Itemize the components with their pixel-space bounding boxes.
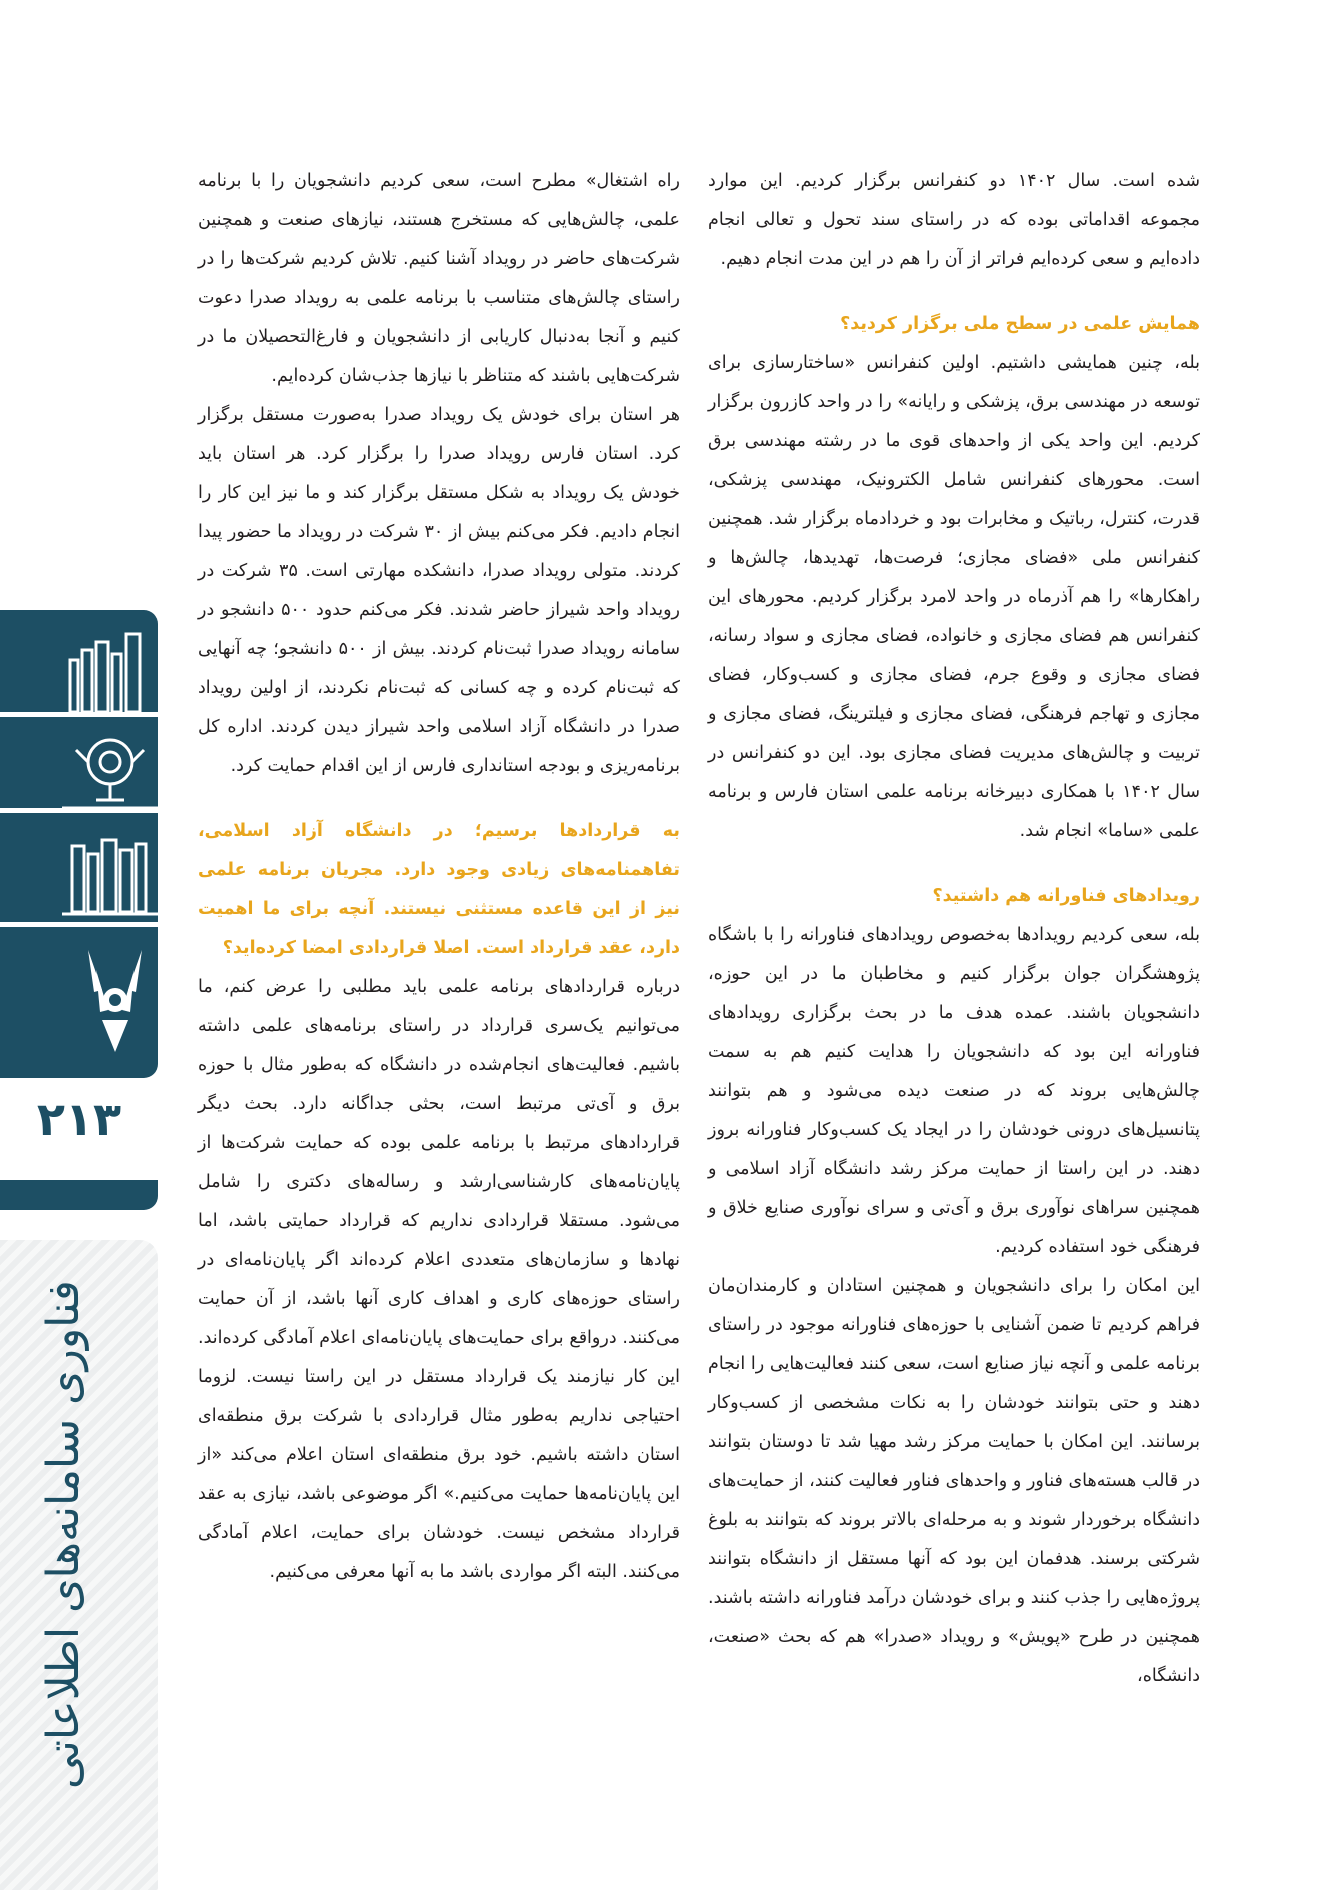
page-tab-bottom bbox=[0, 1180, 158, 1210]
question-heading: به قراردادها برسیم؛ در دانشگاه آزاد اسلامی، تفاهمنامه‌های زیادی وجود دارد. مجریان برنامه علمی نیز از این قاعده مستثنی نیستند. آنچه برای ما اهمیت دارد، عقد قرارداد است. اصلا قراردادی امضا کرده‌اید؟ bbox=[198, 821, 680, 958]
page-number: ۲۱۳ bbox=[36, 1092, 122, 1146]
right-column bbox=[708, 162, 1200, 1696]
divider bbox=[0, 922, 158, 927]
shelf-books-icon bbox=[62, 820, 158, 920]
paragraph: بله، سعی کردیم رویدادها به‌خصوص رویدادهای فناورانه را با باشگاه پژوهشگران جوان برگزار کنیم و مخاطبان ما در این حوزه، دانشجویان باشند. عمده هدف ما در بحث برگزاری رویدادهای فناورانه این بود که دانشجویان را هدایت کنیم هم به سمت چالش‌هایی بروند که در صنعت دیده می‌شود و هم بتوانند پتانسیل‌های درونی خودشان را در ایجاد یک کسب‌وکار فناورانه بروز دهند. در این راستا از حمایت مرکز رشد دانشگاه آزاد اسلامی و همچنین سراهای نوآوری برق و آی‌تی و سرای نوآوری صنایع خلاق و فرهنگی خود استفاده کردیم. bbox=[708, 925, 1200, 1257]
divider bbox=[0, 712, 158, 717]
books-icon bbox=[62, 620, 158, 720]
section-title: فناوری سامانه‌های اطلاعاتی bbox=[38, 1280, 89, 1789]
paragraph: شده است. سال ۱۴۰۲ دو کنفرانس برگزار کردیم. این موارد مجموعه اقداماتی بوده که در راستای سند تحول و تعالی انجام داده‌ایم و سعی کرده‌ایم فراتر از آن را هم در این مدت انجام دهیم. bbox=[708, 171, 1201, 269]
paragraph: این امکان را برای دانشجویان و همچنین استادان و کارمندان‌مان فراهم کردیم تا ضمن آشنایی با حوزه‌های فناورانه موجود در راستای برنامه علمی و آنچه نیاز صنایع است، سعی کنند فعالیت‌هایی را انجام دهند و حتی بتوانند خودشان را به نکات مشخصی از کسب‌وکار برسانند. این امکان با حمایت مرکز رشد مهیا شد تا دوستان بتوانند در قالب هسته‌های فناور و واحدهای فناور فعالیت کنند، از حمایت‌های دانشگاه برخوردار شوند و به مرحله‌ای بالاتر بروند که بتوانند به بلوغ شرکتی برسند. هدفمان این بود که آنها مستقل از دانشگاه بتوانند پروژه‌هایی را جذب کنند و برای خودشان درآمد فناورانه داشته باشند. همچنین در طرح «پویش» و رویداد «صدرا» هم که بحث «صنعت، دانشگاه، bbox=[708, 1276, 1200, 1686]
left-column bbox=[198, 162, 680, 1592]
paragraph: درباره قراردادهای برنامه علمی باید مطلبی را عرض کنم، ما می‌توانیم یک‌سری قرارداد در راستای برنامه‌های علمی داشته باشیم. فعالیت‌های انجام‌شده در دانشگاه که به‌طور مثال با حوزه برق و آی‌تی مرتبط است، بحثی جداگانه دارد. بحث دیگر قراردادهای مرتبط با برنامه علمی بوده که حمایت شرکت‌ها از پایان‌نامه‌های کارشناسی‌ارشد و رساله‌های دکتری را شامل می‌شود. مستقلا قراردادی نداریم که قرارداد حمایتی باشد، اما نهادها و سازمان‌های متعددی اعلام کرده‌اند اگر پایان‌نامه‌ای در راستای حوزه‌های کاری و اهداف کاری آنها باشد، از آن حمایت می‌کنند. درواقع برای حمایت‌های پایان‌نامه‌ای اعلام آمادگی کرده‌اند. این کار نیازمند یک قرارداد مستقل در این راستا نیست. لزوما احتیاجی نداریم به‌طور مثال قراردادی با شرکت برق منطقه‌ای استان داشته باشیم. خود برق منطقه‌ای استان اعلام می‌کند «از این پایان‌نامه‌ها حمایت می‌کنیم.» اگر موضوعی باشد، نیازی به عقد قرارداد مشخص نیست. خودشان برای حمایت، اعلام آمادگی می‌کنند. البته اگر مواردی باشد ما به آنها معرفی می‌کنیم. bbox=[198, 977, 680, 1582]
paragraph: بله، چنین همایشی داشتیم. اولین کنفرانس «ساختارسازی برای توسعه در مهندسی برق، پزشکی و رایانه» را در واحد کازرون برگزار کردیم. این واحد یکی از واحدهای قوی ما در رشته مهندسی برق است. محورهای کنفرانس شامل الکترونیک، مهندسی پزشکی، قدرت، کنترل، رباتیک و مخابرات بود و خردادماه برگزار شد. همچنین کنفرانس ملی «فضای مجازی؛ فرصت‌ها، تهدیدها، چالش‌ها و راهکارها» را هم آذرماه در واحد لامرد برگزار کردیم. محورهای این کنفرانس هم فضای مجازی و خانواده، فضای مجازی و سواد رسانه، فضای مجازی و وقوع جرم، فضای مجازی و کسب‌وکار، فضای مجازی و تهاجم فرهنگی، فضای مجازی و فیلترینگ، فضای مجازی و تربیت و چالش‌های مدیریت فضای مجازی بود. این دو کنفرانس در سال ۱۴۰۲ با همکاری دبیرخانه برنامه علمی استان فارس و برنامه علمی «ساما» انجام شد. bbox=[708, 353, 1200, 841]
university-logo-icon bbox=[80, 940, 150, 1060]
divider bbox=[0, 808, 158, 813]
paragraph: هر استان برای خودش یک رویداد صدرا به‌صورت مستقل برگزار کرد. استان فارس رویداد صدرا را برگزار کرد. هر استان باید خودش یک رویداد به شکل مستقل برگزار کند و ما نیز این کار را انجام دادیم. فکر می‌کنم بیش از ۳۰ شرکت در رویداد ما حضور پیدا کردند. متولی رویداد صدرا، دانشکده مهارتی است. ۳۵ شرکت در رویداد واحد شیراز حاضر شدند. فکر می‌کنم حدود ۵۰۰ دانشجو در سامانه رویداد صدرا ثبت‌نام کردند. بیش از ۵۰۰ دانشجو؛ چه آنهایی که ثبت‌نام کرده و چه کسانی که ثبت‌نام نکردند، از اولین رویداد صدرا در دانشگاه آزاد اسلامی واحد شیراز دیدن کردند. اداره کل برنامه‌ریزی و بودجه استانداری فارس از این اقدام حمایت کرد. bbox=[198, 405, 680, 776]
question-heading: رویدادهای فناورانه هم داشتید؟ bbox=[932, 886, 1200, 906]
lightbulb-gear-icon bbox=[62, 720, 158, 812]
question-heading: همایش علمی در سطح ملی برگزار کردید؟ bbox=[840, 314, 1200, 334]
paragraph: راه اشتغال» مطرح است، سعی کردیم دانشجویان را با برنامه علمی، چالش‌هایی که مستخرج هستند، نیازهای صنعت و همچنین شرکت‌های حاضر در رویداد آشنا کنیم. تلاش کردیم شرکت‌ها را در راستای چالش‌های متناسب با برنامه علمی به رویداد صدرا دعوت کنیم و آنجا به‌دنبال کاریابی از دانشجویان و فارغ‌التحصیلان ما در شرکت‌هایی باشند که متناظر با نیازها جذب‌شان کرده‌ایم. bbox=[198, 171, 680, 386]
